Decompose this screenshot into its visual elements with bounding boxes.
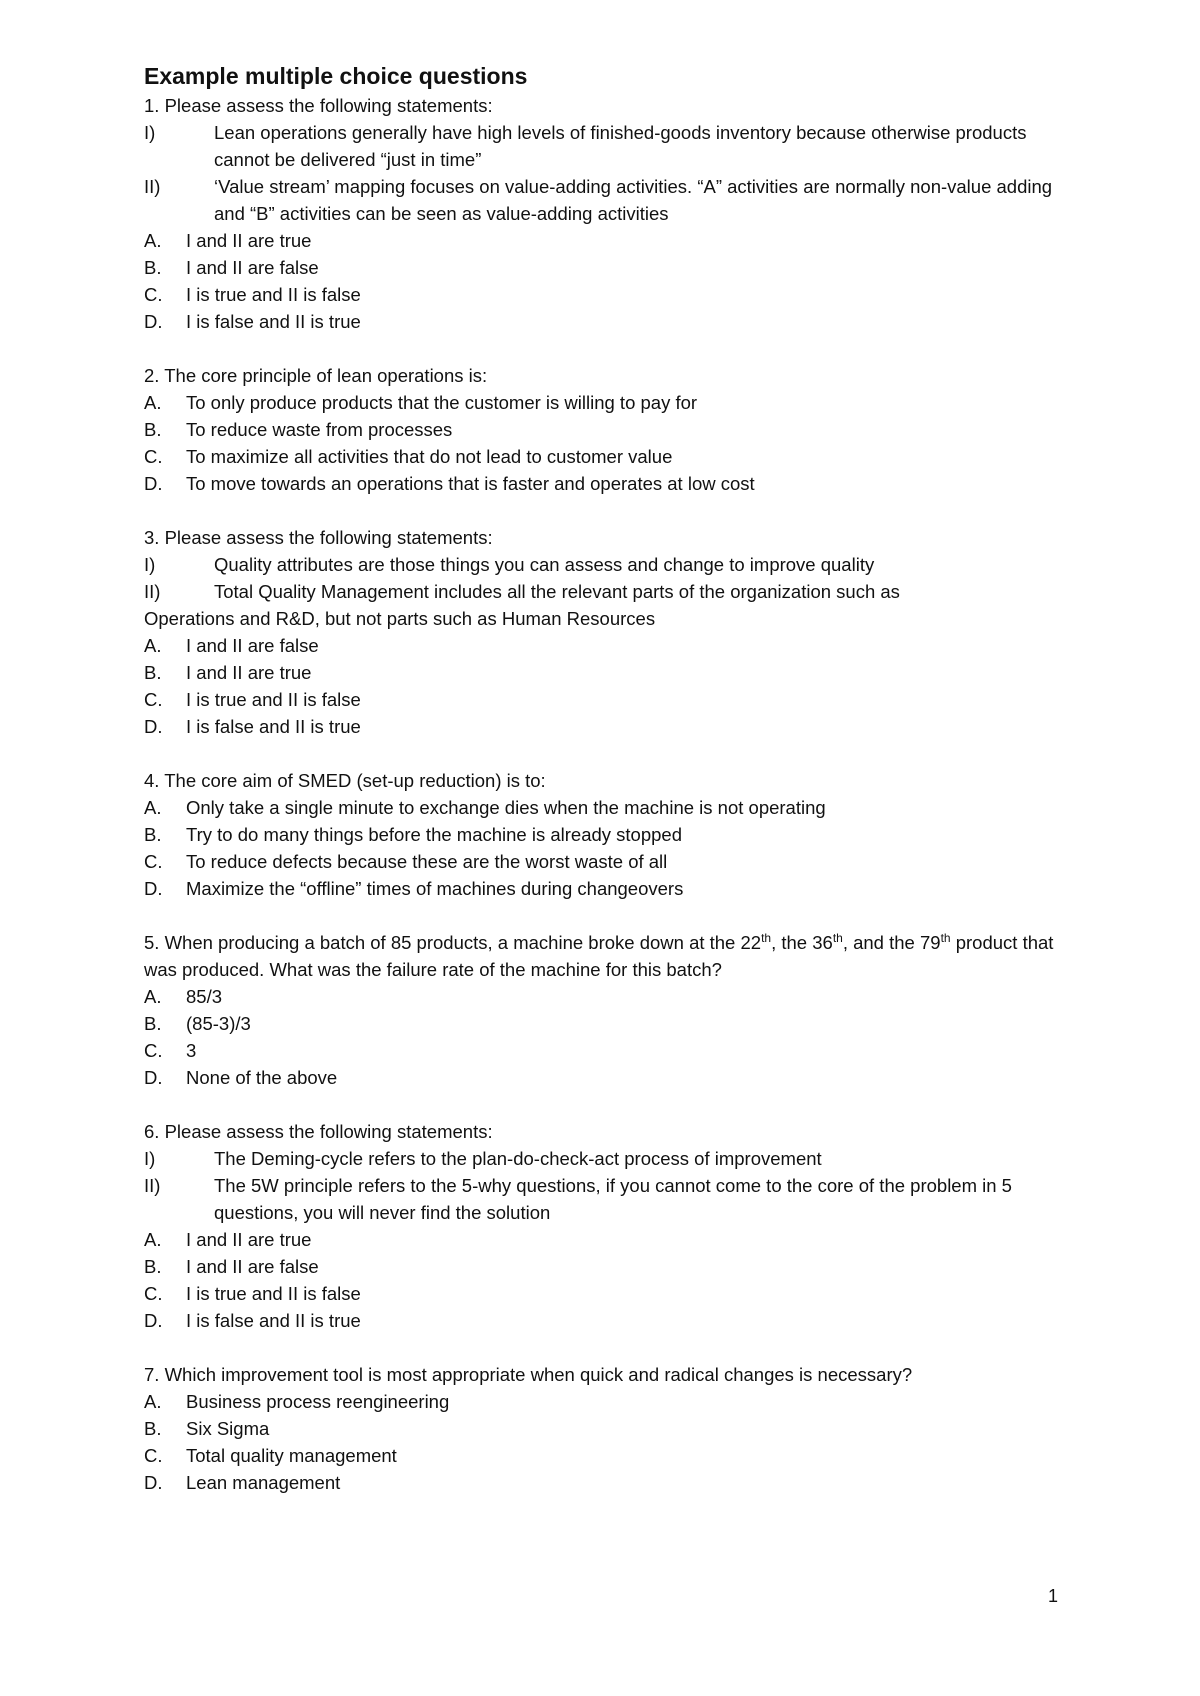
question-2 — [144, 362, 1064, 497]
option-marker: B. — [144, 824, 162, 845]
question-text: Please assess the following statements: — [164, 527, 493, 548]
question-text-part-4: product that was produced. What was the failure rate of the machine for this batch? — [144, 932, 1054, 980]
option-text: I and II are true — [186, 1229, 312, 1250]
option-text: 3 — [186, 1040, 197, 1061]
option-text: To reduce defects because these are the worst waste of all — [186, 851, 668, 872]
document-content — [144, 60, 1064, 1523]
option-text: Only take a single minute to exchange dies when the machine is not operating — [186, 797, 826, 818]
option-marker: C. — [144, 446, 163, 467]
option-marker: D. — [144, 1472, 163, 1493]
option-d — [144, 1064, 1064, 1091]
statement-marker: II) — [144, 581, 161, 602]
option-text: I and II are true — [186, 662, 312, 683]
option-c — [144, 443, 1064, 470]
statement-text: The 5W principle refers to the 5-why questions, if you cannot come to the core of the problem in 5 questions, you will never find the solution — [214, 1175, 1012, 1223]
option-d — [144, 1469, 1064, 1496]
question-number: 6. — [144, 1121, 160, 1142]
option-text: I and II are false — [186, 257, 319, 278]
option-marker: D. — [144, 473, 163, 494]
option-marker: A. — [144, 635, 162, 656]
option-marker: B. — [144, 419, 162, 440]
statement-text: Quality attributes are those things you can assess and change to improve quality — [214, 554, 875, 575]
option-marker: C. — [144, 1445, 163, 1466]
option-text: I is false and II is true — [186, 716, 361, 737]
option-marker: A. — [144, 1391, 162, 1412]
option-a — [144, 1388, 1064, 1415]
question-5-prompt — [144, 929, 1064, 983]
ordinal-suffix: th — [940, 931, 951, 945]
option-marker: D. — [144, 1067, 163, 1088]
document-title: Example multiple choice questions — [144, 63, 528, 89]
question-text: The core principle of lean operations is: — [164, 365, 488, 386]
option-marker: B. — [144, 1013, 162, 1034]
question-6 — [144, 1118, 1064, 1334]
option-text: I and II are false — [186, 635, 319, 656]
option-marker: A. — [144, 392, 162, 413]
option-d — [144, 713, 1064, 740]
option-b — [144, 659, 1064, 686]
option-text: Maximize the “offline” times of machines during changeovers — [186, 878, 684, 899]
option-c — [144, 281, 1064, 308]
question-4-prompt — [144, 767, 1064, 794]
option-text: Six Sigma — [186, 1418, 270, 1439]
option-a — [144, 794, 1064, 821]
option-text: To only produce products that the customer is willing to pay for — [186, 392, 698, 413]
option-marker: C. — [144, 689, 163, 710]
option-text: Lean management — [186, 1472, 341, 1493]
question-text: Which improvement tool is most appropriate when quick and radical changes is necessary? — [164, 1364, 913, 1385]
option-text: I is false and II is true — [186, 311, 361, 332]
option-text: None of the above — [186, 1067, 338, 1088]
option-marker: A. — [144, 230, 162, 251]
option-marker: D. — [144, 878, 163, 899]
option-text: (85-3)/3 — [186, 1013, 251, 1034]
option-text: 85/3 — [186, 986, 223, 1007]
ordinal-suffix: th — [832, 931, 843, 945]
question-text-part-1: When producing a batch of 85 products, a machine broke down at the 22 — [164, 932, 762, 953]
option-marker: D. — [144, 716, 163, 737]
option-marker: C. — [144, 284, 163, 305]
question-number: 4. — [144, 770, 160, 791]
question-number: 5. — [144, 932, 160, 953]
statement-marker: I) — [144, 122, 156, 143]
option-text: I is false and II is true — [186, 1310, 361, 1331]
statement-2 — [144, 1172, 1064, 1226]
question-number: 1. — [144, 95, 160, 116]
statement-1 — [144, 119, 1064, 173]
option-a — [144, 632, 1064, 659]
option-a — [144, 389, 1064, 416]
question-2-prompt — [144, 362, 1064, 389]
statement-2 — [144, 173, 1064, 227]
question-7 — [144, 1361, 1064, 1496]
option-text: Total quality management — [186, 1445, 397, 1466]
option-marker: B. — [144, 662, 162, 683]
ordinal-suffix: th — [761, 931, 772, 945]
option-marker: C. — [144, 1040, 163, 1061]
option-b — [144, 416, 1064, 443]
option-text: I and II are true — [186, 230, 312, 251]
question-number: 7. — [144, 1364, 160, 1385]
question-3 — [144, 524, 1064, 740]
option-d — [144, 308, 1064, 335]
question-text: Please assess the following statements: — [164, 95, 493, 116]
statement-marker: II) — [144, 1175, 161, 1196]
option-a — [144, 1226, 1064, 1253]
option-text: To move towards an operations that is faster and operates at low cost — [186, 473, 755, 494]
option-a — [144, 227, 1064, 254]
option-d — [144, 470, 1064, 497]
option-text: I is true and II is false — [186, 689, 361, 710]
statement-text: The Deming-cycle refers to the plan-do-check-act process of improvement — [214, 1148, 822, 1169]
question-text-part-2: , the 36 — [771, 932, 833, 953]
option-text: I is true and II is false — [186, 284, 361, 305]
option-marker: D. — [144, 1310, 163, 1331]
question-1-prompt — [144, 92, 1064, 119]
option-b — [144, 254, 1064, 281]
option-c — [144, 1037, 1064, 1064]
statement-marker: I) — [144, 1148, 156, 1169]
statement-marker: II) — [144, 176, 161, 197]
statement-2 — [144, 578, 1064, 605]
option-text: I is true and II is false — [186, 1283, 361, 1304]
statement-1 — [144, 1145, 1064, 1172]
question-text: Please assess the following statements: — [164, 1121, 493, 1142]
statement-marker: I) — [144, 554, 156, 575]
option-marker: C. — [144, 1283, 163, 1304]
statement-text: Lean operations generally have high levels of finished-goods inventory because otherwise products cannot be delivered “just in time” — [214, 122, 1027, 170]
option-text: Business process reengineering — [186, 1391, 450, 1412]
question-text-part-3: , and the 79 — [842, 932, 941, 953]
option-text: To reduce waste from processes — [186, 419, 453, 440]
option-marker: B. — [144, 1256, 162, 1277]
question-7-prompt — [144, 1361, 1064, 1388]
option-c — [144, 1280, 1064, 1307]
option-b — [144, 1415, 1064, 1442]
option-marker: A. — [144, 986, 162, 1007]
statement-text: ‘Value stream’ mapping focuses on value-adding activities. “A” activities are normally non-value adding and “B” activities can be seen as value-adding activities — [214, 176, 1053, 224]
option-marker: B. — [144, 1418, 162, 1439]
option-marker: C. — [144, 851, 163, 872]
option-d — [144, 1307, 1064, 1334]
option-c — [144, 1442, 1064, 1469]
statement-1 — [144, 551, 1064, 578]
question-text: The core aim of SMED (set-up reduction) is to: — [164, 770, 546, 791]
statement-text: Total Quality Management includes all the relevant parts of the organization such as — [214, 581, 900, 602]
option-c — [144, 686, 1064, 713]
option-b — [144, 1253, 1064, 1280]
question-number: 3. — [144, 527, 160, 548]
option-marker: D. — [144, 311, 163, 332]
option-a — [144, 983, 1064, 1010]
question-number: 2. — [144, 365, 160, 386]
option-marker: A. — [144, 797, 162, 818]
question-4 — [144, 767, 1064, 902]
page-number: 1 — [1048, 1586, 1059, 1606]
option-marker: B. — [144, 257, 162, 278]
statement-2-continuation: Operations and R&D, but not parts such as Human Resources — [144, 608, 656, 629]
question-5 — [144, 929, 1064, 1091]
option-c — [144, 848, 1064, 875]
option-b — [144, 1010, 1064, 1037]
question-3-prompt — [144, 524, 1064, 551]
option-d — [144, 875, 1064, 902]
question-1 — [144, 92, 1064, 335]
option-text: I and II are false — [186, 1256, 319, 1277]
option-b — [144, 821, 1064, 848]
question-6-prompt — [144, 1118, 1064, 1145]
option-text: Try to do many things before the machine is already stopped — [186, 824, 683, 845]
option-marker: A. — [144, 1229, 162, 1250]
option-text: To maximize all activities that do not lead to customer value — [186, 446, 673, 467]
